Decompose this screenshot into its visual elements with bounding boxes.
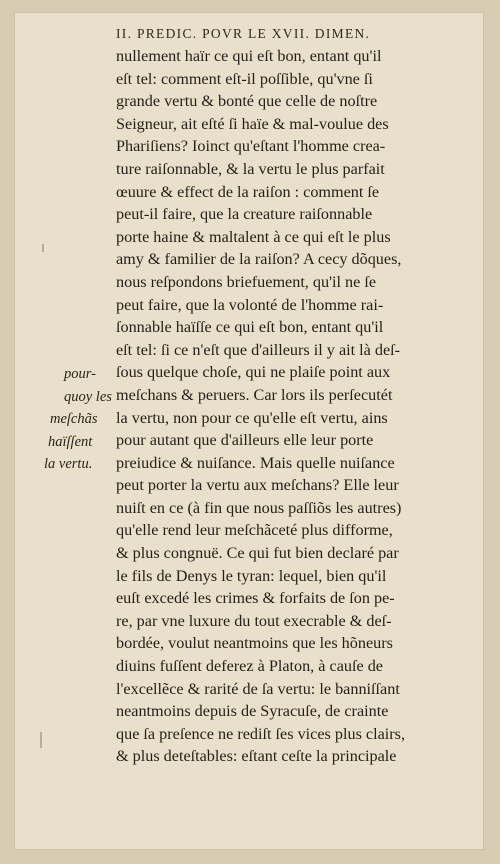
body-text [116,45,478,768]
margin-note-line: la vertu. [44,456,93,473]
text-line: eſt tel: comment eſt-il poſſible, qu'vne ſi [116,69,373,88]
text-line: nullement haïr ce qui eſt bon, entant qu'il [116,47,382,65]
text-line: & plus congnuë. Ce qui fut bien declaré par [116,544,399,563]
text-line: diuins fuſſent deferez à Platon, à cauſe de [116,657,383,676]
text-line: le fils de Denys le tyran: lequel, bien qu'il [116,566,387,585]
text-line: pour autant que d'ailleurs elle leur porte [116,431,374,450]
text-line: nous reſpondons briefuement, qu'il ne ſe [116,272,377,291]
margin-note-line: pour- [64,366,96,382]
text-line: peut-il faire, que la creature raiſonnable [116,205,373,224]
text-line: euſt excedé les crimes & forfaits de ſon pe- [116,589,395,608]
text-line: ture raiſonnable, & la vertu le plus parfait [116,159,385,178]
margin-note-line: quoy les [64,388,112,405]
text-line: peut faire, que la volonté de l'homme rai- [116,295,384,314]
margin-note-line: haïſſent [48,433,93,450]
text-line: la vertu, non pour ce qu'elle eſt vertu, ains [116,408,388,427]
running-header: II. PREDIC. POVR LE XVII. DIMEN. [116,26,371,41]
text-line: neantmoins depuis de Syracuſe, de crainte [116,702,389,721]
text-line: & plus deteſtables: eſtant ceſte la principale [116,747,397,766]
text-line: peut porter la vertu aux meſchans? Elle leur [116,476,399,495]
text-line: bordée, voulut neantmoins que les hõneurs [116,634,393,653]
text-line: grande vertu & bonté que celle de noſtre [116,92,378,111]
margin-note-line: meſchãs [50,411,98,428]
text-line: preiudice & nuiſance. Mais quelle nuiſance [116,453,395,472]
text-line: Seigneur, ait eſté ſi haïe & mal-voulue des [116,114,389,133]
text-line: porte haine & maltalent à ce qui eſt le plus [116,227,391,246]
text-line: l'excellẽce & rarité de ſa vertu: le banniſſant [116,679,400,698]
text-line: ſonnable haïſſe ce qui eſt bon, entant qu'il [116,318,384,337]
text-line: nuiſt en ce (à fin que nous paſſiõs les autres) [116,498,402,517]
text-line: re, par vne luxure du tout execrable & deſ- [116,611,392,630]
text-line: œuure & effect de la raiſon : comment ſe [116,182,380,201]
text-line: ſous quelque choſe, qui ne plaiſe point aux [116,363,391,382]
margin-note [44,363,112,476]
text-line: qu'elle rend leur meſchãceté plus difforme, [116,521,393,540]
paper-blemish [40,732,42,748]
text-line: Phariſiens? Ioinct qu'eſtant l'homme crea- [116,137,386,156]
text-line: eſt tel: ſi ce n'eſt que d'ailleurs il y ait là deſ- [116,340,401,359]
text-line: meſchans & peruers. Car lors ils perſecutét [116,385,393,404]
text-line: que ſa preſence ne rediſt ſes vices plus clairs, [116,724,406,743]
text-line: amy & familier de la raiſon? A cecy dõques, [116,250,402,269]
paper-blemish [42,244,44,252]
